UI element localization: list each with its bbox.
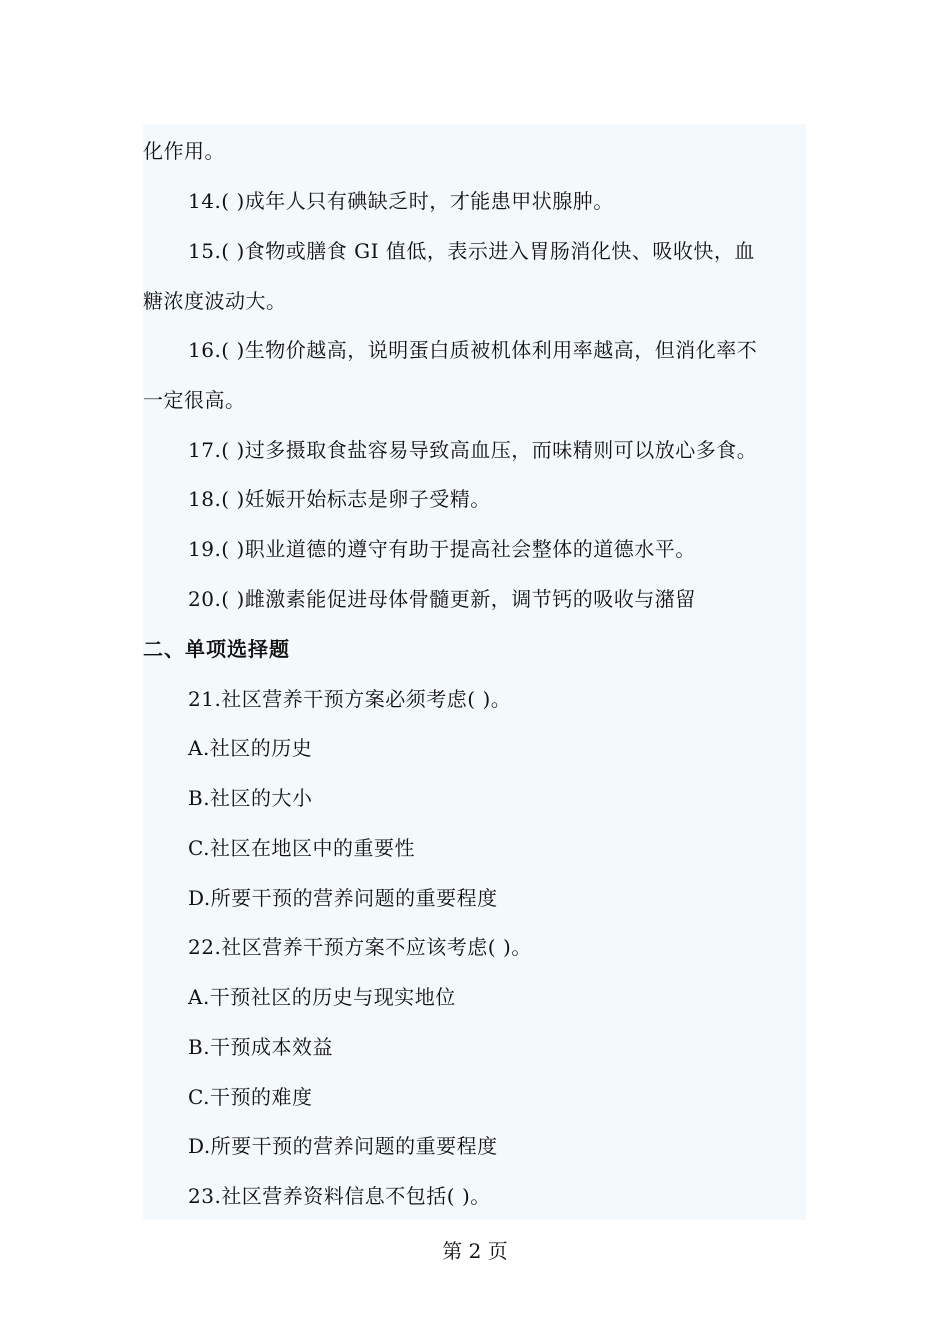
question-18: 18.( )妊娠开始标志是卵子受精。 bbox=[188, 487, 491, 511]
question-16-continuation: 一定很高。 bbox=[143, 388, 246, 412]
question-23: 23.社区营养资料信息不包括( )。 bbox=[188, 1184, 491, 1208]
text-line-continuation: 化作用。 bbox=[143, 139, 225, 163]
question-15: 15.( )食物或膳食 GI 值低，表示进入胃肠消化快、吸收快，血 bbox=[188, 239, 755, 263]
question-22-option-b: B.干预成本效益 bbox=[188, 1035, 334, 1059]
question-19: 19.( )职业道德的遵守有助于提高社会整体的道德水平。 bbox=[188, 537, 696, 561]
question-21: 21.社区营养干预方案必须考虑( )。 bbox=[188, 687, 512, 711]
question-21-option-d: D.所要干预的营养问题的重要程度 bbox=[188, 886, 498, 910]
question-17: 17.( )过多摄取食盐容易导致高血压，而味精则可以放心多食。 bbox=[188, 438, 758, 462]
question-21-option-a: A.社区的历史 bbox=[188, 736, 313, 760]
question-15-continuation: 糖浓度波动大。 bbox=[143, 289, 287, 313]
question-22-option-d: D.所要干预的营养问题的重要程度 bbox=[188, 1134, 498, 1158]
question-22-option-c: C.干预的难度 bbox=[188, 1085, 313, 1109]
question-16: 16.( )生物价越高，说明蛋白质被机体利用率越高，但消化率不 bbox=[188, 338, 758, 362]
question-22-option-a: A.干预社区的历史与现实地位 bbox=[188, 985, 456, 1009]
question-21-option-b: B.社区的大小 bbox=[188, 786, 313, 810]
question-20: 20.( )雌激素能促进母体骨髓更新，调节钙的吸收与潴留 bbox=[188, 587, 696, 611]
question-22: 22.社区营养干预方案不应该考虑( )。 bbox=[188, 935, 532, 959]
section-heading: 二、单项选择题 bbox=[143, 637, 290, 661]
question-21-option-c: C.社区在地区中的重要性 bbox=[188, 836, 415, 860]
page-number-footer: 第 2 页 bbox=[442, 1239, 508, 1263]
question-14: 14.( )成年人只有碘缺乏时，才能患甲状腺肿。 bbox=[188, 189, 614, 213]
